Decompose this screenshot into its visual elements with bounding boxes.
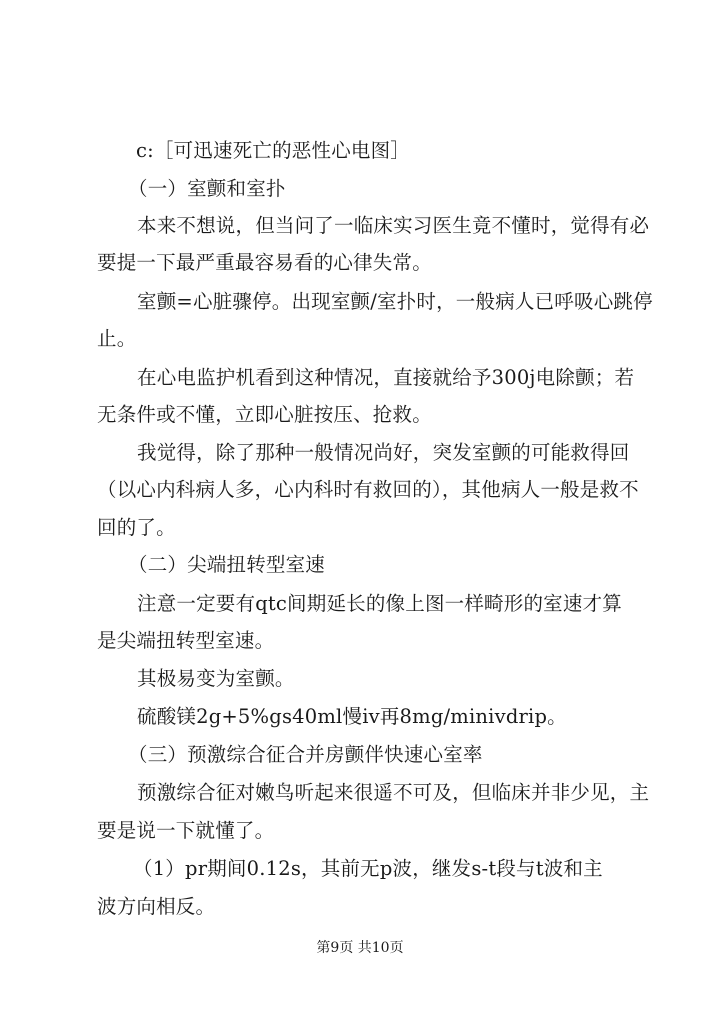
subheading-3: （三）预激综合征合并房颤伴快速心室率 xyxy=(128,743,483,766)
paragraph-line: 硫酸镁2g+5%gs40ml慢iv再8mg/minivdrip。 xyxy=(137,705,567,728)
paragraph-line: 其极易变为室颤。 xyxy=(137,667,295,690)
subheading-1: （一）室颤和室扑 xyxy=(128,177,286,200)
paragraph-line: 回的了。 xyxy=(97,516,176,539)
paragraph-line: 要提一下最严重最容易看的心律失常。 xyxy=(97,251,432,274)
paragraph-line: 在心电监护机看到这种情况，直接就给予300j电除颤；若 xyxy=(137,366,635,389)
section-heading-c: c:［可迅速死亡的恶性心电图］ xyxy=(136,139,410,162)
paragraph-line: （以心内科病人多，心内科时有救回的），其他病人一般是救不 xyxy=(97,478,639,501)
subheading-2: （二）尖端扭转型室速 xyxy=(128,553,326,576)
paragraph-line: （1）pr期间0.12s，其前无p波，继发s-t段与t波和主 xyxy=(133,857,603,880)
paragraph-line: 注意一定要有qtc间期延长的像上图一样畸形的室速才算 xyxy=(137,592,622,615)
page-footer: 第9页 共10页 xyxy=(316,940,404,956)
paragraph-line: 止。 xyxy=(97,327,137,350)
paragraph-line: 室颤=心脏骤停。出现室颤/室扑时，一般病人已呼吸心跳停 xyxy=(137,290,653,313)
paragraph-line: 是尖端扭转型室速。 xyxy=(97,629,275,652)
paragraph-line: 无条件或不懂，立即心脏按压、抢救。 xyxy=(97,403,432,426)
paragraph-line: 波方向相反。 xyxy=(97,895,216,918)
paragraph-line: 本来不想说，但当问了一临床实习医生竟不懂时，觉得有必 xyxy=(137,214,650,237)
paragraph-line: 预激综合征对嫩鸟听起来很遥不可及，但临床并非少见，主 xyxy=(137,781,650,804)
paragraph-line: 要是说一下就懂了。 xyxy=(97,819,275,842)
paragraph-line: 我觉得，除了那种一般情况尚好，突发室颤的可能救得回 xyxy=(137,441,630,464)
